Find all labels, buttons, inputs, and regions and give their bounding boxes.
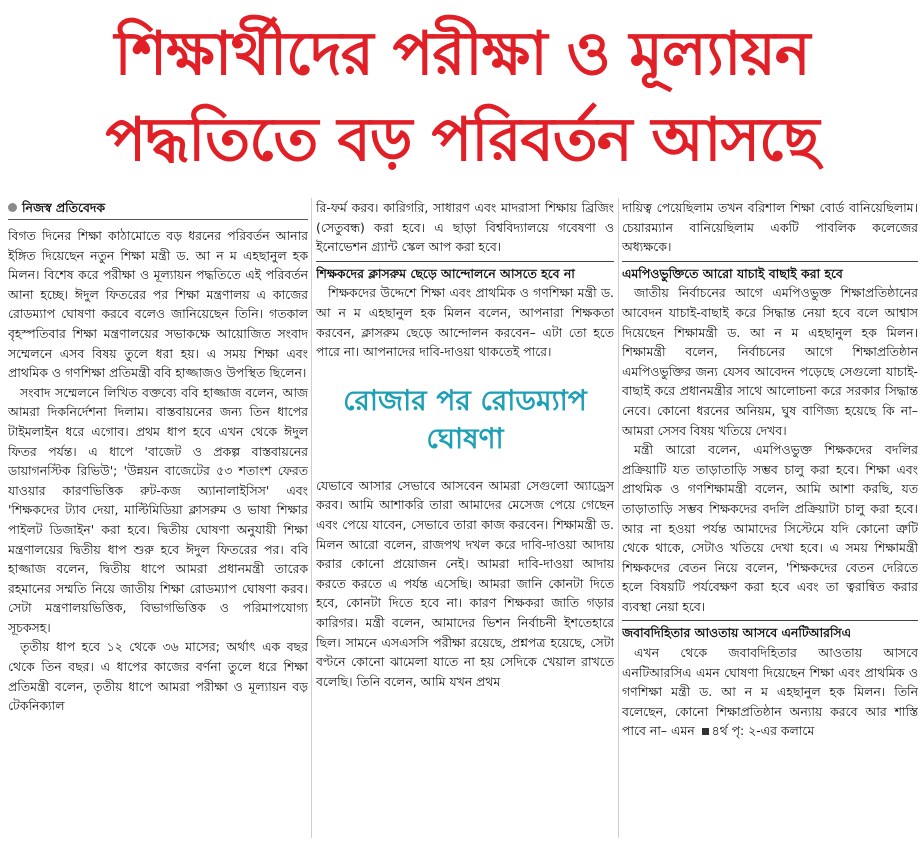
byline — [8, 198, 308, 220]
paragraph: শিক্ষকদের উদ্দেশে শিক্ষা এবং প্রাথমিক ও গণশিক্ষা মন্ত্রী ড. আ ন ম এহছানুল হক মিলন বলেন, আপনারা শিক্ষকতা করবেন, ক্লাসরুম ছেড়ে আন্দোলন করবেন– এটা তো হতে পারে না। আপনাদের দাবি-দাওয়া থাকতেই পারে। — [316, 285, 614, 360]
headline-line-1: শিক্ষার্থীদের পরীক্ষা ও মূল্যায়ন — [114, 19, 810, 89]
paragraph: মন্ত্রী আরো বলেন, এমপিওভুক্ত শিক্ষকদের বদলির প্রক্রিয়াটি যত তাড়াতাড়ি সম্ভব চালু করা হবে। শিক্ষা এবং প্রাথমিক ও গণশিক্ষামন্ত্রী বলেন, আমি আশা করছি, যত তাড়াতাড়ি সম্ভব শিক্ষকদের বদলি প্রক্রিয়াটা চালু করা হবে। আর না হওয়া পর্যন্ত আমাদের সিস্টেমে যদি কোনো ত্রুটি থেকে থাকে, সেটাও খতিয়ে দেখা হবে। এ সময় শিক্ষামন্ত্রী শিক্ষকদের বেতন নিয়ে বলেন, 'শিক্ষকদের বেতন দেরিতে হলে বিষয়টি পর্যবেক্ষণ করা হবে এবং তা ত্বরান্বিত করার ব্যবস্থা নেয়া হবে। — [622, 442, 918, 614]
continued-on[interactable] — [699, 723, 815, 738]
paragraph: সংবাদ সম্মেলনে লিখিত বক্তব্যে ববি হাজ্জাজ বলেন, আজ আমরা দিকনির্দেশনা দিলাম। বাস্তবায়নের জন্য তিন ধাপের টাইমলাইন ধরে এগোব। প্রথম ধাপ হবে এখন থেকে ঈদুল ফিতর পর্যন্ত। এ ধাপে 'বাজেট ও প্রকল্প বাস্তবায়নের ডায়াগনস্টিক রিভিউ'; 'উন্নয়ন বাজেটের ৫৩ শতাংশ ফেরত যাওয়ার কারণভিত্তিক রুট-কজ অ্যানালাইসিস' এবং 'শিক্ষকদের ট্যাব দেয়া, মাল্টিমিডিয়া ক্লাসরুম ও ভাষা শিক্ষার পাইলট ডিজাইন' করা হবে। দ্বিতীয় ঘোষণা অনুযায়ী শিক্ষা মন্ত্রণালয়ের দ্বিতীয় ধাপ শুরু হবে ঈদুল ফিতরের পর। ববি হাজ্জাজ বলেন, দ্বিতীয় ধাপে আমরা প্রধানমন্ত্রী তারেক রহমানের সম্মতি নিয়ে জাতীয় শিক্ষা রোডম্যাপ ঘোষণা করব। সেটা মন্ত্রণালয়ভিত্তিক, বিভাগভিত্তিক ও পরিমাপযোগ্য সূচকসহ। — [8, 384, 308, 635]
paragraph: রি-ফর্ম করব। কারিগরি, সাধারণ এবং মাদরাসা শিক্ষায় ব্রিজিং (সেতুবন্ধ) করা হবে। এ ছাড়া বিশ্ববিদ্যালয়ে গবেষণা ও ইনোভেশন গ্র্যান্ট স্কেল আপ করা হবে। — [316, 200, 614, 255]
subheading: জবাবদিহিতার আওতায় আসবে এনটিআরসিএ — [622, 620, 918, 643]
headline-line-2: পদ্ধতিতে বড় পরিবর্তন আসছে — [105, 105, 819, 175]
subheading: শিক্ষকদের ক্লাসরুম ছেড়ে আন্দোলনে আসতে হবে না — [316, 261, 614, 284]
paragraph: তৃতীয় ধাপ হবে ১২ থেকে ৩৬ মাসের; অর্থাৎ এক বছর থেকে তিন বছর। এ ধাপের কাজের বর্ণনা তুলে ধরে শিক্ষা প্রতিমন্ত্রী বলেন, তৃতীয় ধাপে আমরা পরীক্ষা ও মূল্যায়ন বড় টেকনিক্যাল — [8, 639, 308, 714]
article-column-1 — [8, 198, 308, 840]
article-column-3 — [622, 198, 918, 840]
subheading: এমপিওভুক্তিতে আরো যাচাই বাছাই করা হবে — [622, 261, 918, 284]
headline — [0, 0, 924, 186]
paragraph: যেভাবে আসার সেভাবে আসবেন আমরা সেগুলো অ্যাড্রেস করব। আমি আশাকরি তারা আমাদের মেসেজ পেয়ে গেছেন এবং পেয়ে যাবেন, সেভাবে তারা কাজ করবেন। শিক্ষামন্ত্রী ড. মিলন আরো বলেন, রাজপথ দখল করে দাবি-দাওয়া আদায় করার কোনো প্রয়োজন নেই। আমরা দাবি-দাওয়া আদায় করতে করতে এ পর্যন্ত এসেছি। আমরা জানি কোনটা দিতে হবে, কোনটা দিতে হবে না। কারণ শিক্ষকরা জাতি গড়ার কারিগর। মন্ত্রী বলেন, আমাদের ভিশন নির্বাচনী ইশতেহারে ছিল। সামনে এসএসসি পরীক্ষা রয়েছে, প্রশ্নপত্র হয়েছে, সেটা বণ্টনে কোনো ঝামেলা যাতে না হয় সেদিকে খেয়াল রাখতে বলেছি। তিনি বলেন, আমি যখন প্রথম — [316, 477, 614, 689]
article-column-2 — [316, 198, 614, 840]
paragraph: জাতীয় নির্বাচনের আগে এমপিওভুক্ত শিক্ষাপ্রতিষ্ঠানের আবেদন যাচাই-বাছাই করে সিদ্ধান্ত নেয়া হবে বলে আশ্বাস দিয়েছেন শিক্ষামন্ত্রী ড. আ ন ম এহছানুল হক মিলন। শিক্ষামন্ত্রী বলেন, নির্বাচনের আগে শিক্ষাপ্রতিষ্ঠান এমপিওভুক্তির জন্য যেসব আবেদন পড়েছে সেগুলো যাচাই-বাছাই করে প্রধানমন্ত্রীর সাথে আলোচনা করে সরকার সিদ্ধান্ত নেবে। কোনো ধরনের অনিয়ম, ঘুষ বাণিজ্য হয়েছে কি না– আমরা সেসব বিষয় খতিয়ে দেখব। — [622, 285, 918, 438]
paragraph: বিগত দিনের শিক্ষা কাঠামোতে বড় ধরনের পরিবর্তন আনার ইঙ্গিত দিয়েছেন নতুন শিক্ষা মন্ত্রী ড. আ ন ম এহছানুল হক মিলন। বিশেষ করে পরীক্ষা ও মূল্যায়ন পদ্ধতিতে এই পরিবর্তন আনা হচ্ছে। ঈদুল ফিতরের পর শিক্ষা মন্ত্রণালয় এ কাজের রোডম্যাপ ঘোষণা করবে বলেও জানিয়েছেন তিনি। গতকাল বৃহস্পতিবার শিক্ষা মন্ত্রণালয়ের সভাকক্ষে আয়োজিত সংবাদ সম্মেলনে এসব বিষয় তুলে ধরা হয়। এ সময় শিক্ষা এবং প্রাথমিক ও গণশিক্ষা প্রতিমন্ত্রী ববি হাজ্জাজও উপস্থিত ছিলেন। — [8, 228, 308, 381]
paragraph: দায়িত্ব পেয়েছিলাম তখন বরিশাল শিক্ষা বোর্ড বানিয়েছিলাম। চেয়ারম্যান বানিয়েছিলাম একটি পাবলিক কলেজের অধ্যক্ষকে। — [622, 200, 918, 255]
column-divider — [618, 198, 619, 838]
byline-text: নিজস্ব প্রতিবেদক — [22, 200, 106, 215]
pull-quote: রোজার পর রোডম্যাপ ঘোষণা — [343, 383, 587, 455]
paragraph: এখন থেকে জবাবদিহিতার আওতায় আসবে এনটিআরসিএ এমন ঘোষণা দিয়েছেন শিক্ষা এবং প্রাথমিক ও গণশিক্ষা মন্ত্রী ড. আ ন ম এহছানুল হক মিলন। তিনি বলেছেন, কোনো শিক্ষাপ্রতিষ্ঠান অন্যায় করবে আর শাস্তি পাবে না– এমন — [622, 645, 918, 739]
continued-on-text: ৪র্থ পৃ: ২-এর কলামে — [711, 723, 815, 739]
square-bullet-icon — [702, 728, 709, 735]
bullet-icon — [8, 203, 17, 212]
column-divider — [311, 198, 312, 838]
